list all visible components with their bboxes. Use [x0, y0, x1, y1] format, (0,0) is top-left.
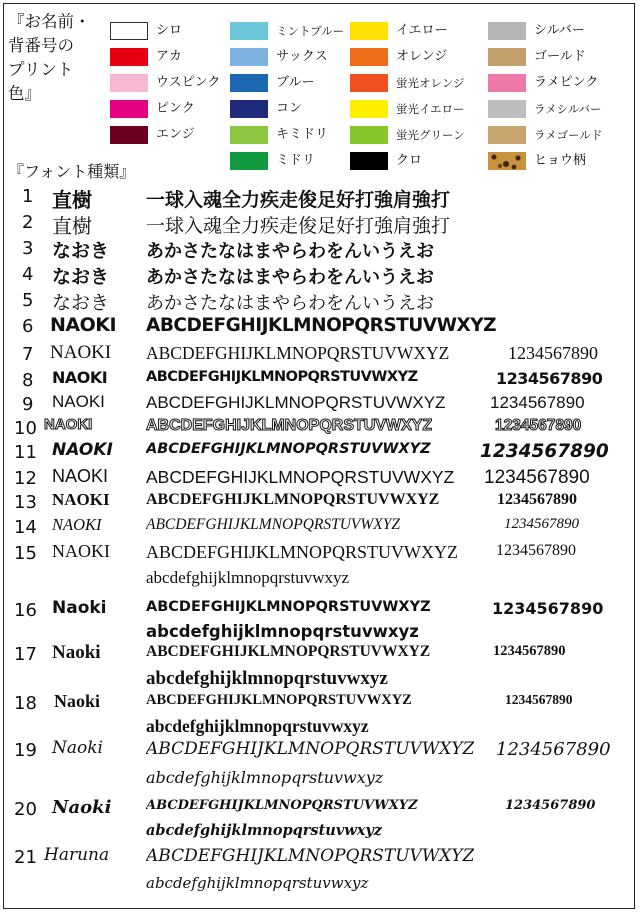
- color-name: 蛍光オレンジ: [396, 76, 465, 90]
- font-name-sample: NAOKI: [52, 440, 113, 460]
- font-name-sample: NAOKI: [52, 368, 108, 387]
- font-name-sample: なおき: [52, 292, 110, 314]
- font-number: 13: [14, 492, 37, 513]
- font-number: 16: [14, 600, 37, 621]
- font-alphabet-sample: ABCDEFGHIJKLMNOPQRSTUVWXYZ: [146, 739, 475, 759]
- font-alphabet-sample: ABCDEFGHIJKLMNOPQRSTUVWXYZ: [146, 343, 450, 363]
- font-digit-sample: 1234567890: [505, 692, 573, 707]
- font-alphabet-sample: ABCDEFGHIJKLMNOPQRSTUVWXYZ: [146, 643, 431, 660]
- font-name-sample: 直樹: [52, 188, 92, 212]
- color-name: オレンジ: [396, 49, 448, 64]
- font-number: 12: [14, 468, 37, 489]
- font-alphabet-sample: あかさたなはまやらわをんいうえお: [146, 267, 434, 288]
- font-type-heading: 『フォント種類』: [8, 162, 136, 181]
- color-swatch: [230, 48, 268, 66]
- font-number: 14: [14, 517, 37, 538]
- font-name-sample: Naoki: [52, 598, 107, 618]
- color-swatch: [350, 100, 388, 118]
- font-digit-sample: 1234567890: [490, 393, 585, 412]
- font-number: 3: [22, 238, 34, 259]
- color-name: サックス: [276, 49, 328, 64]
- font-name-sample: Naoki: [52, 642, 101, 663]
- color-swatch: [488, 48, 526, 66]
- font-alphabet-sample: ABCDEFGHIJKLMNOPQRSTUVWXYZ: [146, 315, 497, 336]
- font-alphabet-sample: ABCDEFGHIJKLMNOPQRSTUVWXYZ: [146, 369, 418, 385]
- font-name-sample: Naoki: [52, 797, 112, 818]
- color-swatch: [350, 74, 388, 92]
- font-alphabet-sample: ABCDEFGHIJKLMNOPQRSTUVWXYZ: [146, 441, 431, 457]
- font-alphabet-sample: ABCDEFGHIJKLMNOPQRSTUVWXYZ: [146, 692, 412, 708]
- font-name-sample: なおき: [52, 266, 110, 288]
- color-swatch: [488, 22, 526, 40]
- font-alphabet-sample: あかさたなはまやらわをんいうえお: [146, 293, 434, 314]
- font-number: 1: [22, 186, 34, 207]
- font-alphabet-sample: ABCDEFGHIJKLMNOPQRSTUVWXYZ: [146, 798, 418, 813]
- font-name-sample: NAOKI: [52, 466, 109, 486]
- font-digit-sample: 1234567890: [497, 491, 577, 508]
- color-name: クロ: [396, 153, 423, 168]
- font-alphabet-sample: ABCDEFGHIJKLMNOPQRSTUVWXYZ: [146, 542, 459, 562]
- color-name: エンジ: [156, 127, 195, 142]
- color-name: ミントブルー: [276, 24, 345, 38]
- font-number: 20: [14, 799, 37, 820]
- font-digit-sample: 1234567890: [480, 441, 609, 462]
- font-alphabet-sample: ABCDEFGHIJKLMNOPQRSTUVWXYZ: [146, 491, 440, 508]
- font-name-sample: NAOKI: [52, 392, 105, 411]
- font-name-sample: Haruna: [44, 845, 110, 865]
- color-name: コン: [276, 101, 303, 116]
- color-name: 蛍光グリーン: [396, 128, 465, 142]
- color-name: 蛍光イエロー: [396, 102, 465, 116]
- font-lowercase-sample: abcdefghijklmnopqrstuvwxyz: [146, 668, 388, 689]
- color-swatch: [230, 100, 268, 118]
- font-name-sample: NAOKI: [52, 515, 102, 534]
- color-swatch: [110, 48, 148, 66]
- font-alphabet-sample: ABCDEFGHIJKLMNOPQRSTUVWXYZ: [146, 516, 401, 533]
- font-digit-sample: 1234567890: [492, 599, 604, 618]
- font-lowercase-sample: abcdefghijklmnopqrstuvwxyz: [146, 822, 383, 839]
- color-swatch: [110, 74, 148, 92]
- font-alphabet-sample: あかさたなはまやらわをんいうえお: [146, 241, 434, 262]
- font-lowercase-sample: abcdefghijklmnopqrstuvwxyz: [146, 568, 350, 587]
- font-digit-sample: 1234567890: [505, 798, 596, 813]
- color-swatch: [350, 152, 388, 170]
- font-number: 6: [22, 316, 34, 337]
- font-name-sample: Naoki: [52, 738, 103, 758]
- color-name: イエロー: [396, 23, 448, 38]
- font-number: 19: [14, 740, 37, 761]
- font-alphabet-sample: ABCDEFGHIJKLMNOPQRSTUVWXYZ: [146, 846, 475, 866]
- font-lowercase-sample: abcdefghijklmnopqrstuvwxyz: [146, 716, 369, 736]
- color-swatch: [230, 126, 268, 144]
- color-swatch: [350, 48, 388, 66]
- font-digit-sample: 1234567890: [496, 369, 603, 388]
- font-name-sample: NAOKI: [52, 541, 110, 561]
- color-name: シルバー: [534, 23, 585, 38]
- color-swatch: [110, 100, 148, 118]
- font-number: 15: [14, 543, 37, 564]
- color-swatch: [230, 152, 268, 170]
- color-name: ヒョウ柄: [534, 153, 587, 168]
- font-name-sample: NAOKI: [52, 490, 110, 509]
- font-number: 18: [14, 693, 37, 714]
- font-name-sample: NAOKI: [50, 342, 112, 363]
- font-digit-sample: 1234567890: [493, 643, 566, 659]
- color-name: ピンク: [156, 101, 195, 116]
- font-number: 2: [22, 212, 34, 233]
- color-name: ラメピンク: [534, 75, 599, 90]
- font-name-sample: 直樹: [52, 214, 92, 238]
- color-swatch: [350, 22, 388, 40]
- font-number: 9: [22, 394, 34, 415]
- font-number: 21: [14, 847, 37, 868]
- font-name-sample: NAOKI: [50, 314, 117, 336]
- color-swatch: [110, 126, 148, 144]
- color-name: アカ: [156, 49, 182, 64]
- font-lowercase-sample: abcdefghijklmnopqrstuvwxyz: [146, 768, 384, 787]
- color-name: ラメシルバー: [534, 102, 602, 116]
- color-name: ブルー: [276, 75, 315, 90]
- font-lowercase-sample: abcdefghijklmnopqrstuvwxyz: [146, 874, 369, 892]
- color-swatch: [488, 152, 526, 170]
- font-alphabet-sample: ABCDEFGHIJKLMNOPQRSTUVWXYZ: [146, 599, 431, 615]
- font-name-sample: なおき: [52, 240, 110, 262]
- font-alphabet-sample: ABCDEFGHIJKLMNOPQRSTUVWXYZ: [146, 467, 455, 487]
- font-name-sample: NAOKI: [44, 416, 93, 433]
- font-digit-sample: 1234567890: [504, 516, 579, 532]
- print-color-heading: 『お名前・ 背番号の プリント 色』: [8, 12, 91, 103]
- color-swatch: [488, 100, 526, 118]
- font-number: 7: [22, 344, 34, 365]
- font-number: 5: [22, 290, 34, 311]
- font-digit-sample: 1234567890: [484, 467, 590, 488]
- font-digit-sample: 1234567890: [496, 542, 576, 559]
- color-name: ミドリ: [276, 153, 316, 168]
- font-alphabet-sample: 一球入魂全力疾走俊足好打強肩強打: [146, 215, 451, 237]
- font-number: 4: [22, 264, 34, 285]
- font-digit-sample: 1234567890: [496, 739, 611, 760]
- font-lowercase-sample: abcdefghijklmnopqrstuvwxyz: [146, 622, 419, 641]
- color-swatch: [110, 22, 148, 40]
- color-name: シロ: [156, 23, 183, 38]
- font-alphabet-sample: ABCDEFGHIJKLMNOPQRSTUVWXYZ: [146, 393, 446, 412]
- color-swatch: [230, 74, 268, 92]
- color-name: キミドリ: [276, 127, 329, 142]
- font-number: 8: [22, 370, 34, 391]
- font-alphabet-sample: 一球入魂全力疾走俊足好打強肩強打: [146, 189, 451, 211]
- color-name: ウスピンク: [156, 75, 221, 90]
- font-number: 10: [14, 418, 37, 439]
- color-swatch: [488, 126, 526, 144]
- font-digit-sample: 1234567890: [508, 343, 598, 363]
- color-swatch: [230, 22, 268, 40]
- color-name: ゴールド: [534, 49, 586, 64]
- font-number: 17: [14, 644, 37, 665]
- font-digit-sample: 1234567890: [495, 417, 582, 434]
- font-number: 11: [14, 442, 37, 463]
- color-name: ラメゴールド: [534, 128, 603, 142]
- font-name-sample: Naoki: [54, 691, 101, 711]
- color-swatch: [350, 126, 388, 144]
- color-swatch: [488, 74, 526, 92]
- font-alphabet-sample: ABCDEFGHIJKLMNOPQRSTUVWXYZ: [146, 417, 433, 434]
